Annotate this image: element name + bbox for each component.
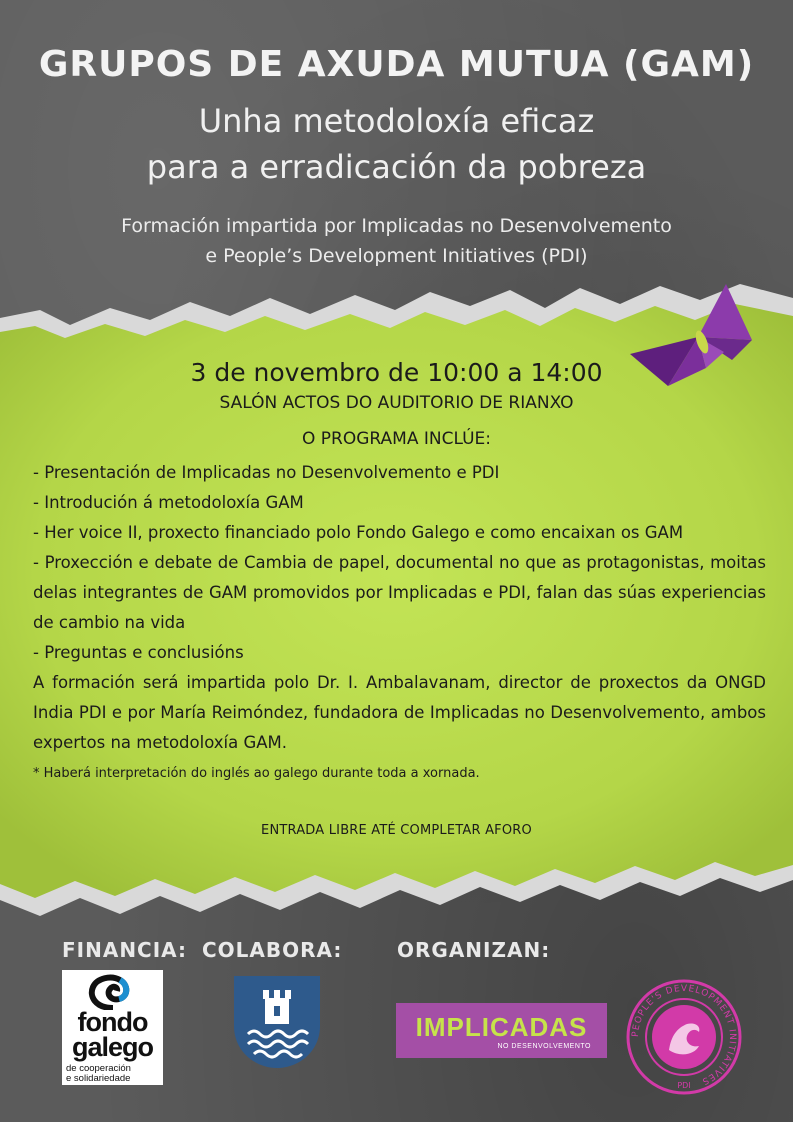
list-item: - Her voice II, proxecto financiado polo Fondo Galego e como encaixan os GAM — [33, 523, 684, 542]
fondo-word: fondo — [77, 1007, 148, 1037]
financia-label: FINANCIA: — [62, 938, 188, 962]
subtitle-line1: Unha metodoloxía eficaz — [198, 102, 595, 140]
list-item: - Introdución á metodoloxía GAM — [33, 493, 304, 512]
program-list — [33, 458, 766, 758]
rianxo-shield-logo — [232, 974, 322, 1070]
page-title: GRUPOS DE AXUDA MUTUA (GAM) — [38, 44, 755, 85]
fondo-galego-logo — [62, 970, 163, 1085]
list-item: - Presentación de Implicadas no Desenvolvemento e PDI — [33, 463, 500, 482]
fondo-small-line1: de cooperación — [66, 1063, 131, 1074]
galego-word: galego — [71, 1032, 153, 1062]
pdi-bottom-text: PDI — [677, 1081, 691, 1090]
pdi-seal-logo — [625, 978, 743, 1096]
swirl-icon — [87, 974, 139, 1010]
event-date: 3 de novembro de 10:00 a 14:00 — [190, 358, 603, 387]
pdi-ring-text: PEOPLE'S DEVELOPMENT INITIATIVES — [630, 983, 738, 1087]
colabora-label: COLABORA: — [202, 938, 343, 962]
list-item: - Preguntas e conclusións — [33, 643, 244, 662]
implicadas-logo — [396, 1003, 607, 1058]
implicadas-sub: NO DESENVOLVEMENTO — [497, 1043, 591, 1050]
event-venue: SALÓN ACTOS DO AUDITORIO DE RIANXO — [219, 393, 574, 413]
organizan-label: ORGANIZAN: — [397, 938, 551, 962]
trainers-text: A formación será impartida polo Dr. I. Ambalavanam, director de proxectos da ONGD India PDI e por María Reimóndez, fundadora de Implicadas no Desenvolvemento, ambos expertos na metodoloxía GAM. — [33, 673, 766, 752]
fondo-small-line2: e solidariedade — [66, 1073, 131, 1084]
list-item: - Proxección e debate de Cambia de papel, documental no que as protagonistas, moitas delas integrantes de GAM promovidos por Implicadas e PDI, falan das súas experiencias de cambio na vida — [33, 553, 766, 632]
interpretation-note: * Haberá interpretación do inglés ao galego durante toda a xornada. — [33, 766, 480, 781]
entry-notice: ENTRADA LIBRE ATÉ COMPLETAR AFORO — [261, 823, 532, 838]
credit-line1: Formación impartida por Implicadas no Desenvolvemento — [121, 215, 672, 237]
implicadas-word: IMPLICADAS — [415, 1012, 588, 1042]
credit-line2: e People’s Development Initiatives (PDI) — [205, 245, 588, 267]
subtitle-line2: para a erradicación da pobreza — [146, 148, 647, 186]
program-title: O PROGRAMA INCLÚE: — [302, 429, 491, 449]
